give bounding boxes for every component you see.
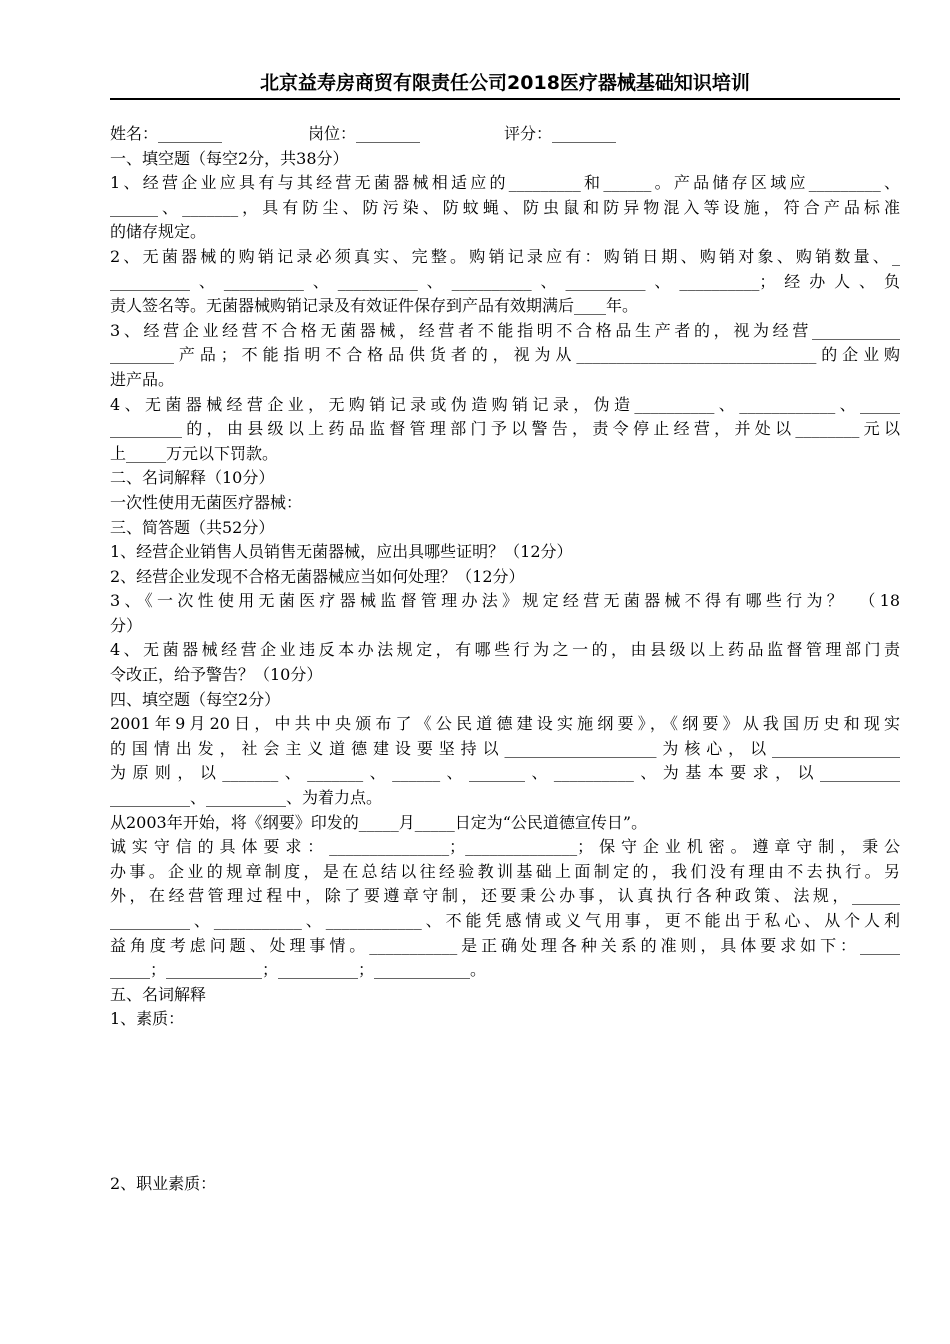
- text-line: __________、__________、为着力点。: [110, 788, 383, 808]
- text-line: 3、《一次性使用无菌医疗器械监督管理办法》规定经营无菌器械不得有哪些行为？ （18: [110, 591, 900, 611]
- text-line: __________、__________、__________、__________、__________、__________；经办人、负: [110, 271, 900, 291]
- text-line: 令改正，给予警告？（10分）: [110, 665, 323, 685]
- text-line: __________、___________、____________、不能凭感情或义气用事，更不能出于私心、从个人利: [110, 911, 900, 930]
- text-line: _________的，由县级以上药品监督管理部门予以警告，责令停止经营，并处以________元以: [110, 419, 900, 439]
- text-line: 4、无菌器械经营企业，无购销记录或伪造购销记录，伪造__________、____________、_____: [110, 394, 900, 414]
- text-line: 的储存规定。: [110, 222, 207, 242]
- text-line: 从2003年开始，将《纲要》印发的_____月_____日定为“公民道德宣传日”。: [110, 812, 648, 832]
- text-line: 3、经营企业经营不合格无菌器械，经营者不能指明不合格品生产者的，视为经营___________: [110, 320, 900, 340]
- text-line: 责人签名等。无菌器械购销记录及有效证件保存到产品有效期满后____年。: [110, 296, 639, 316]
- text-line: 分）: [110, 615, 143, 635]
- text-line: 五、名词解释: [110, 984, 207, 1004]
- text-line: 2、经营企业发现不合格无菌器械应当如何处理？（12分）: [110, 566, 525, 586]
- position-field[interactable]: 岗位：________: [308, 124, 421, 143]
- text-line: 一次性使用无菌医疗器械：: [110, 492, 303, 512]
- text-line: 2001年9月20日，中共中央颁布了《公民道德建设实施纲要》，《纲要》从我国历史和现实: [110, 714, 900, 734]
- score-field[interactable]: 评分：________: [504, 124, 617, 143]
- text-line: 4、无菌器械经营企业违反本办法规定，有哪些行为之一的，由县级以上药品监督管理部门责: [110, 640, 900, 660]
- text-line: 1、经营企业应具有与其经营无菌器械相适应的_________和______。产品储存区域应_________、: [110, 173, 900, 193]
- term-item-2: 2、职业素质：: [110, 1173, 217, 1193]
- text-line: ______、_______，具有防尘、防污染、防蚊蝇、防虫鼠和防异物混入等设施，符合产品标准: [110, 197, 900, 217]
- text-line: 一、填空题（每空2分，共38分）: [110, 148, 349, 168]
- text-line: 四、填空题（每空2分）: [110, 689, 281, 709]
- text-line: 2、无菌器械的购销记录必须真实、完整。购销记录应有：购销日期、购销对象、购销数量、_: [110, 246, 900, 266]
- document-body: [110, 122, 900, 1197]
- text-line: 办事。企业的规章制度，是在总结以往经验教训基础上面制定的，我们没有理由不去执行。另: [110, 861, 900, 881]
- text-line: 诚实守信的具体要求：_______________；______________；保守企业机密。遵章守制，秉公: [110, 837, 900, 857]
- answer-space: [110, 1032, 900, 1172]
- text-line: 益角度考虑问题、处理事情。___________是正确处理各种关系的准则，具体要求如下：_____: [110, 935, 900, 955]
- text-line: _____；____________；__________；____________。: [110, 960, 487, 980]
- text-line: 1、素质：: [110, 1009, 185, 1029]
- text-line: 进产品。: [110, 369, 175, 389]
- question-lines: [110, 147, 900, 1032]
- info-row: [110, 122, 900, 147]
- document-header: [110, 68, 900, 100]
- text-line: ________产品；不能指明不合格品供货者的，视为从______________________________的企业购: [110, 345, 900, 365]
- name-field[interactable]: 姓名：________: [110, 124, 223, 143]
- text-line: 二、名词解释（10分）: [110, 468, 275, 488]
- text-line: 上_____万元以下罚款。: [110, 443, 279, 463]
- text-line: 的国情出发，社会主义道德建设要坚持以___________________为核心，以________________: [110, 738, 900, 758]
- text-line: 外，在经营管理过程中，除了要遵章守制，还要秉公办事，认真执行各种政策、法规，______: [110, 886, 900, 906]
- text-line: 1、经营企业销售人员销售无菌器械，应出具哪些证明？（12分）: [110, 542, 573, 562]
- document-title: 北京益寿房商贸有限责任公司2018医疗器械基础知识培训: [260, 72, 750, 94]
- text-line: 三、简答题（共52分）: [110, 517, 275, 537]
- text-line: 为原则，以_______、_______、______、_______、__________、为基本要求，以__________: [110, 763, 900, 783]
